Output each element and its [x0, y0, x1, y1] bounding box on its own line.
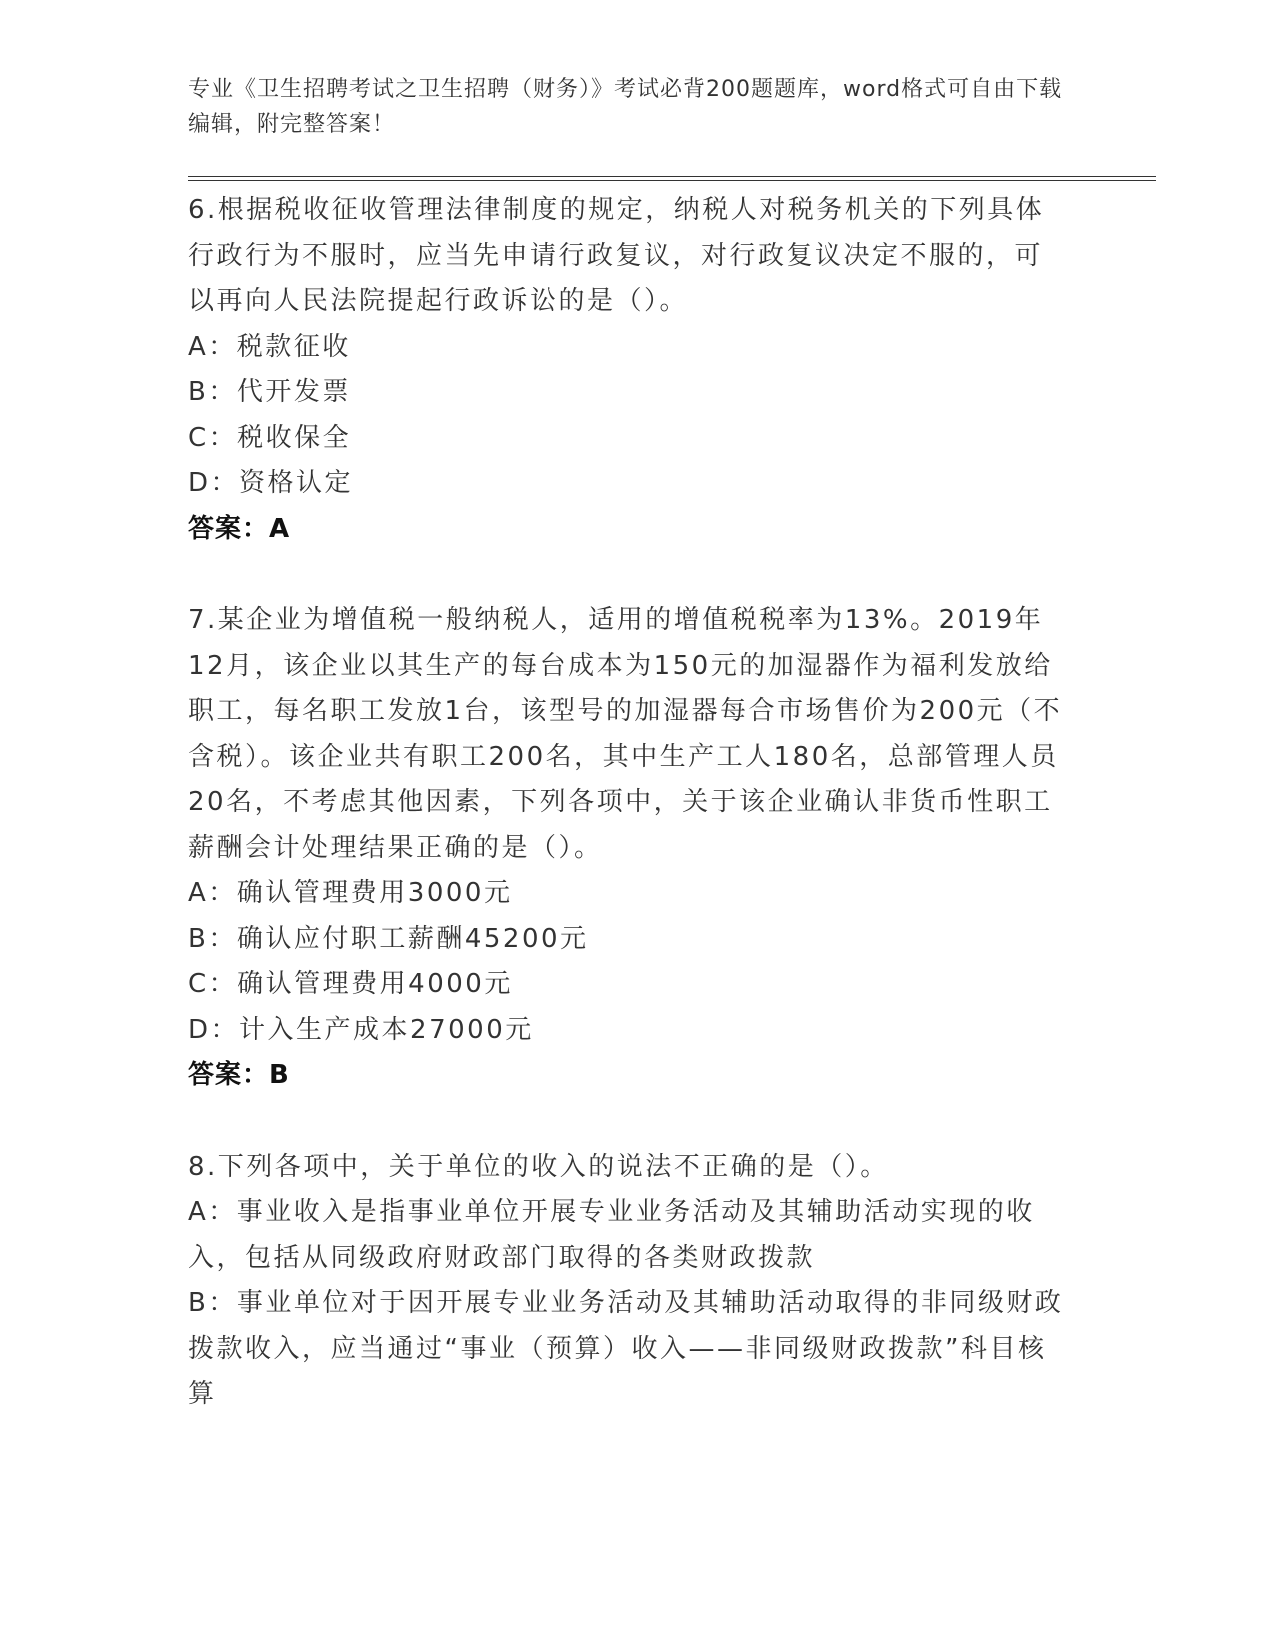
question-7	[188, 598, 1068, 1099]
question-8	[188, 1145, 1068, 1418]
option-d: D：资格认定	[188, 468, 354, 498]
answer-label: 答案：B	[188, 1060, 290, 1090]
option-b: B：事业单位对于因开展专业业务活动及其辅助活动取得的非同级财政拨款收入，应当通过“事业（预算）收入——非同级财政拨款”科目核算	[188, 1288, 1064, 1409]
question-stem: 8.下列各项中，关于单位的收入的说法不正确的是（）。	[188, 1151, 889, 1182]
option-c: C：税收保全	[188, 422, 352, 453]
question-6	[188, 188, 1068, 552]
option-a: A：事业收入是指事业单位开展专业业务活动及其辅助活动实现的收入，包括从同级政府财政部门取得的各类财政拨款	[188, 1197, 1035, 1273]
option-a: A：税款征收	[188, 331, 351, 362]
answer-label: 答案：A	[188, 513, 291, 544]
header-divider	[188, 176, 1156, 181]
question-list	[188, 188, 1068, 1418]
question-stem: 7.某企业为增值税一般纳税人，适用的增值税税率为13%。2019年12月，该企业以其生产的每台成本为150元的加湿器作为福利发放给职工，每名职工发放1台，该型号的加湿器每合市场售价为200元（不含税）。该企业共有职工200名，其中生产工人180名，总部管理人员20名，不考虑其他因素，下列各项中，关于该企业确认非货币性职工薪酬会计处理结果正确的是（）。	[188, 605, 1063, 863]
option-b: B：代开发票	[188, 377, 351, 407]
option-b: B：确认应付职工薪酬45200元	[188, 923, 589, 954]
question-stem: 6.根据税收征收管理法律制度的规定，纳税人对税务机关的下列具体行政行为不服时，应当先申请行政复议，对行政复议决定不服的，可以再向人民法院提起行政诉讼的是（）。	[188, 195, 1045, 316]
document-header: 专业《卫生招聘考试之卫生招聘（财务）》考试必背200题题库，word格式可自由下载编辑，附完整答案！	[188, 77, 1063, 137]
option-a: A：确认管理费用3000元	[188, 878, 513, 908]
option-d: D：计入生产成本27000元	[188, 1014, 534, 1045]
option-c: C：确认管理费用4000元	[188, 969, 513, 999]
